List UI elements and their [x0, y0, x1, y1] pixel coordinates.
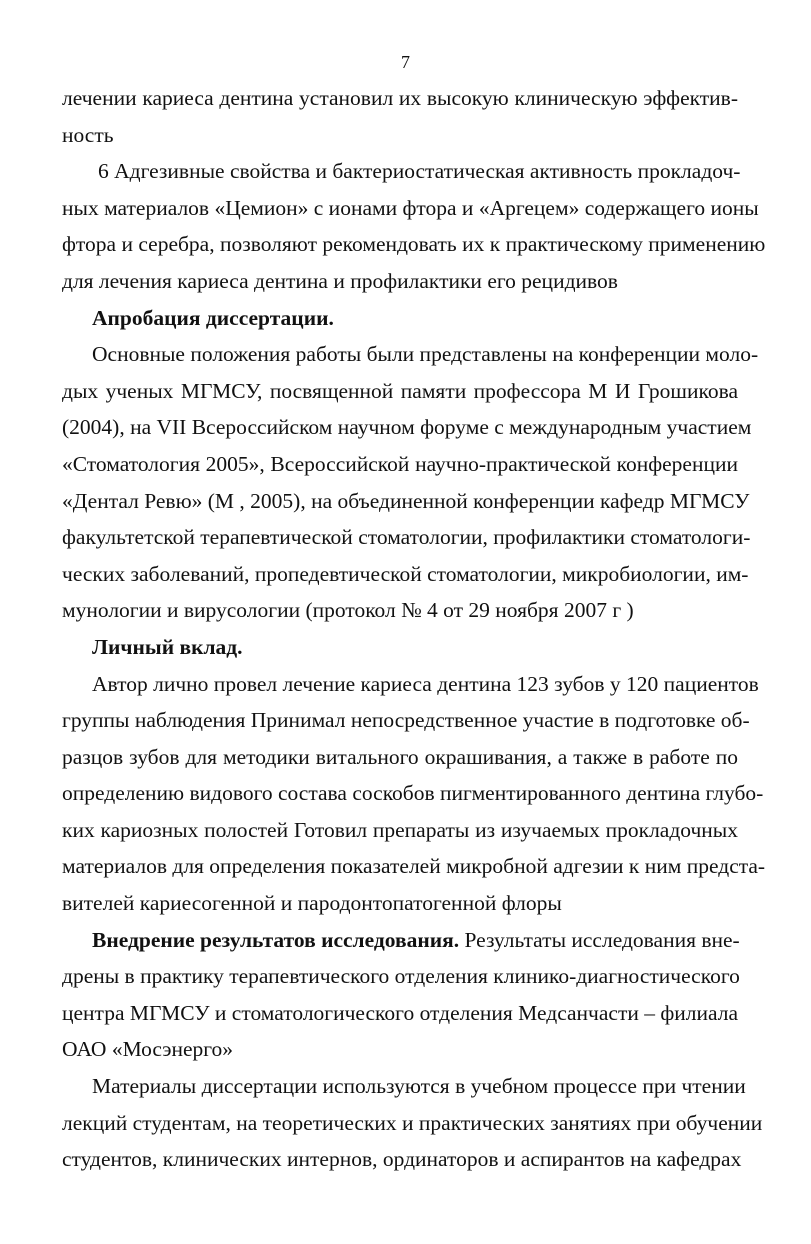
text-line: «Дентал Ревю» (М , 2005), на объединенной конференции кафедр МГМСУ	[62, 488, 750, 513]
text-line	[62, 922, 738, 959]
section-heading-implementation: Внедрение результатов исследования.	[92, 927, 460, 952]
text-line: ность	[62, 122, 114, 147]
text-line: ческих заболеваний, пропедевтической стоматологии, микробиологии, им-	[62, 561, 749, 586]
text-line: мунологии и вирусологии (протокол № 4 от 29 ноября 2007 г )	[62, 598, 634, 623]
text-line: дых ученых МГМСУ, посвященной памяти профессора М И Грошикова	[62, 378, 738, 403]
text-line: студентов, клинических интернов, ординаторов и аспирантов на кафедрах	[62, 1147, 742, 1172]
page-number: 7	[401, 52, 410, 72]
text-line: центра МГМСУ и стоматологического отделения Медсанчасти – филиала	[62, 1000, 739, 1025]
text-line: для лечения кариеса дентина и профилактики его рецидивов	[62, 268, 618, 293]
text-line: ных материалов «Цемион» с ионами фтора и «Аргецем» содержащего ионы	[62, 195, 759, 220]
text-line: «Стоматология 2005», Всероссийской научно-практической конференции	[62, 451, 738, 476]
text-line: группы наблюдения Принимал непосредственное участие в подготовке об-	[62, 708, 750, 733]
text-line: Автор лично провел лечение кариеса дентина 123 зубов у 120 пациентов	[92, 671, 759, 696]
text-line: фтора и серебра, позволяют рекомендовать их к практическому применению	[62, 232, 766, 257]
document-body	[62, 80, 766, 1178]
text-line: (2004), на VII Всероссийском научном форуме с международным участием	[62, 415, 752, 440]
text-line: дрены в практику терапевтического отделения клинико-диагностического	[62, 964, 740, 989]
section-heading-approbation: Апробация диссертации.	[92, 305, 334, 330]
text-line: ОАО «Мосэнерго»	[62, 1037, 234, 1062]
text-line: вителей кариесогенной и пародонтопатогенной флоры	[62, 891, 562, 916]
text-line: факультетской терапевтической стоматологии, профилактики стоматологи-	[62, 525, 751, 550]
text-line: определению видового состава соскобов пигментированного дентина глубо-	[62, 781, 764, 806]
text-line: ких кариозных полостей Готовил препараты из изучаемых прокладочных	[62, 817, 738, 842]
text-line: лечении кариеса дентина установил их высокую клиническую эффектив-	[62, 86, 738, 110]
text-line: Материалы диссертации используются в учебном процессе при чтении	[92, 1074, 746, 1099]
text-line: материалов для определения показателей микробной адгезии к ним предста-	[62, 854, 766, 879]
text-line: лекций студентам, на теоретических и практических занятиях при обучении	[62, 1110, 763, 1135]
text-line: Основные положения работы были представлены на конференции моло-	[92, 342, 759, 367]
text-line: разцов зубов для методики витального окрашивания, а также в работе по	[62, 744, 738, 769]
text-fragment: Результаты исследования вне-	[459, 927, 740, 952]
text-line: 6 Адгезивные свойства и бактериостатическая активность прокладоч-	[98, 159, 741, 184]
section-heading-personal-contribution: Личный вклад.	[92, 634, 243, 659]
